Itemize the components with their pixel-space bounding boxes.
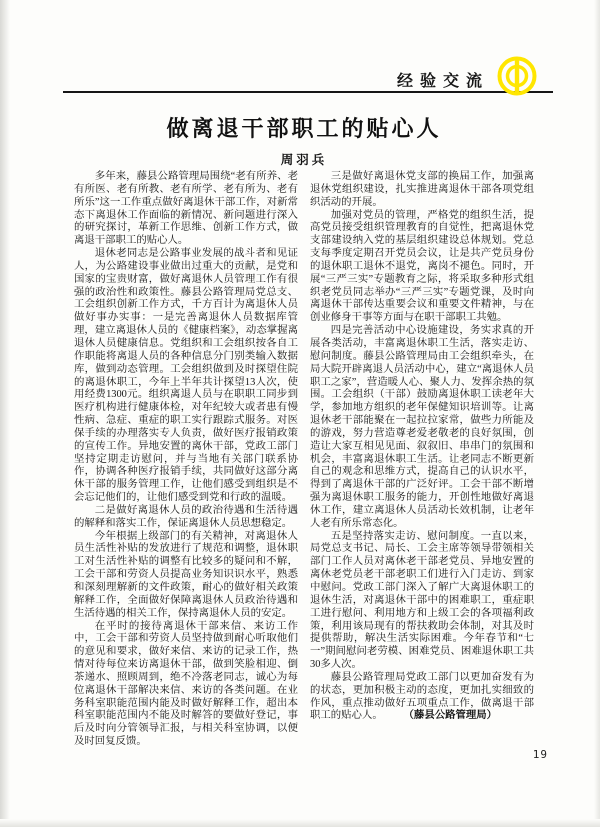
scan-edge-bottom — [0, 819, 600, 827]
masthead — [63, 60, 555, 94]
paragraph: 四是完善活动中心设施建设，务实求真的开展各类活动，丰富离退休职工生活，落实走访、慰问制度。藤县公路管理局由工会组织牵头，在局大院开辟离退人员活动中心，建立“离退休人员职工之家”，营造暖人心、聚人力、发挥余热的氛围。工会组织（干部）鼓励离退休职工读老年大学，参加地方组织的老年保健知识培训等。让离退休老干部能聚在一起拉拉家常，做些力所能及的游戏，努力营造尊老爱老敬老的良好氛围，创造让大家互相见见面、叙叙旧、串串门的氛围和机会，丰富离退休职工生活。让老同志不断更新自己的观念和思维方式，提高自己的认识水平，得到了离退休干部的广泛好评。工会干部不断增强为离退休职工服务的能力，开创性地做好离退休工作，建立离退休人员活动长效机制，让老年人老有所乐常态化。 — [310, 325, 534, 529]
article-title: 做离退干部职工的贴心人 — [166, 116, 442, 141]
header-rule — [63, 91, 553, 93]
paragraph: 多年来，藤县公路管理局围绕“老有所养、老有所医、老有所教、老有所学、老有所为、老有所乐”这一工作重点做好离退休干部工作，对新常态下离退休工作面临的新情况、新问题进行深入的研究探讨，革新工作思维、创新工作方式，做离退干部职工的贴心人。 — [74, 171, 298, 247]
paragraph: 在平时的接待离退休干部来信、来访工作中，工会干部和劳资人员坚持做到耐心听取他们的意见和要求，做好来信、来访的记录工作，热情对待每位来访离退休干部，做到笑脸相迎、倒茶递水、照顾周到，绝不冷落老同志，诚心为每位离退休干部解决来信、来访的各类问题。在业务科室职能范围内能及时做好解释工作，超出本科室职能范围内不能及时解答的要做好登记，事后及时向分管领导汇报，与相关科室协调，以便及时回复反馈。 — [74, 620, 298, 748]
scan-edge-right — [594, 0, 600, 827]
paragraph: 二是做好离退休人员的政治待遇和生活待遇的解释和落实工作，保证离退休人员思想稳定。 — [74, 504, 298, 529]
article-body — [74, 171, 534, 751]
paragraph: 三是做好离退休党支部的换届工作，加强离退休党组织建设，扎实推进离退休干部各项党组织活动的开展。 — [310, 171, 534, 208]
article-author: 周羽兵 — [280, 153, 328, 167]
paragraph: 藤县公路管理局党政工部门以更加奋发有为的状态，更加积极主动的态度，更加扎实细致的作风，重点推动做好五项重点工作，做离退干部职工的贴心人。 （藤县公路管理局） — [310, 671, 534, 722]
column-header-label: 经验交流 — [396, 73, 489, 90]
paragraph: 加强对党员的管理，严格党的组织生活，提高党员接受组织管理教育的自觉性，把离退休党支部建设纳入党的基层组织建设总体规划。党总支每季度定期召开党员会议，让是共产党员身份的退休职工退休不退党，离岗不褪色。同时，开展“三严三实”专题教育之际，将采取多种形式组织老党员同志举办“三严三实”专题党课，及时向离退休干部传达重要会议和重要文件精神，与在创业修身干事等方面与在职干部职工共勉。 — [310, 209, 534, 324]
attribution: （藤县公路管理局） — [408, 710, 498, 722]
scan-edge-left — [0, 0, 10, 827]
trade-union-logo-icon — [497, 56, 537, 96]
page-number: 19 — [532, 748, 548, 761]
paragraph: 退休老同志是公路事业发展的战斗者和见证人，为公路建设事业做出过重大的贡献，是党和国家的宝贵财富，做好离退休人员管理工作有很强的政治性和政策性。藤县公路管理局党总支、工会组织创新工作方式，千方百计为离退休人员做好事办实事：一是完善离退休人员数据库管理，建立离退休人员的《健康档案》，动态掌握离退休人员健康信息。党组织和工会组织按各自工作职能将离退人员的各种信息分门别类输入数据库，做到动态管理。工会组织做到及时探望住院的离退休职工，今年上半年共计探望13人次，使用经费1300元。组织离退人员与在职职工同步到医疗机构进行健康体检，对年纪较大或者患有慢性病、急症、重症的职工实行跟踪式服务。对医保手续的办理落实专人负责，做好医疗报销政策的宣传工作。异地安置的离休干部，党政工部门坚持定期走访慰问，并与当地有关部门联系协作，协调各种医疗报销手续，共同做好这部分离休干部的服务管理工作，让他们感受到组织是不会忘记他们的，让他们感受到党和行政的温暖。 — [74, 248, 298, 504]
paragraph: 五是坚持落实走访、慰问制度。一直以来，局党总支书记、局长、工会主席等领导带领相关部门工作人员对离休老干部老党员、异地安置的离休老党员老干部老职工们进行入门走访、到家中慰问。党政工部门深入了解广大离退休职工的退休生活，对离退休干部中的困难职工，重症职工进行慰问、利用地方和上级工会的各项福利政策，利用该局现有的帮扶救助会体制，对其及时提供帮助，解决生活实际困难。今年春节和“七一”期间慰问老劳模、困难党员、困难退休职工共30多人次。 — [310, 530, 534, 671]
paragraph: 今年根据上级部门的有关精神，对离退休人员生活性补贴的发放进行了规范和调整，退休职工对生活性补贴的调整有比较多的疑问和不解，工会干部和劳资人员提高业务知识识水平，熟悉和深刻理解新的文件政策，耐心的做好相关政策解释工作，全面做好保障离退休人员政治待遇和生活待遇的相关工作，保持离退休人员的安定。 — [74, 530, 298, 619]
